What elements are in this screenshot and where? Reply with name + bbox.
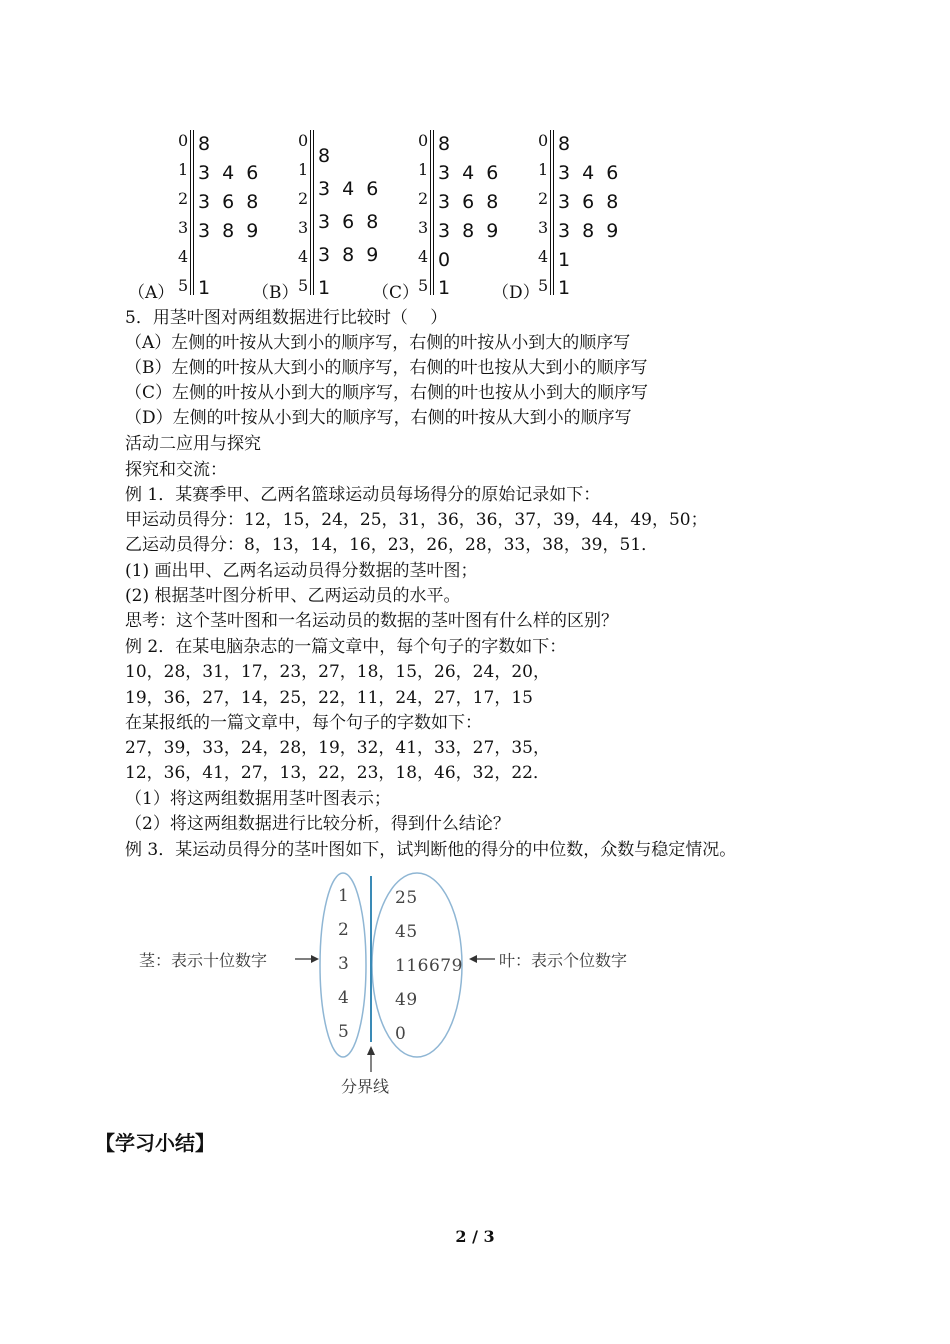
leaf-value: 3 6 8 <box>198 191 262 213</box>
stem-value: 4 <box>178 247 189 266</box>
leaf-arrow-head <box>469 955 477 963</box>
stem-value: 4 <box>538 247 549 266</box>
stem-caption: 茎：表示十位数字 <box>139 951 268 970</box>
stem-value: 0 <box>538 131 549 150</box>
stem-value: 0 <box>418 131 429 150</box>
stem-value: 5 <box>418 276 429 295</box>
stem-value: 5 <box>538 276 549 295</box>
figure-stem: 1 <box>338 886 349 906</box>
stem-divider <box>313 130 314 295</box>
leaf-value: 3 8 9 <box>198 220 262 242</box>
leaf-value: 8 <box>438 133 454 155</box>
stem-divider <box>553 130 554 295</box>
leaf-value: 3 4 6 <box>198 162 262 184</box>
option-d-label: （D） <box>492 283 540 303</box>
figure-stem: 4 <box>338 988 349 1008</box>
choice-c: （C）左侧的叶按从小到大的顺序写，右侧的叶也按从小到大的顺序写 <box>125 383 649 403</box>
example-2: 例 2．在某电脑杂志的一篇文章中，每个句子的字数如下： <box>125 637 567 657</box>
figure-shapes <box>125 862 805 1102</box>
leaf-value: 3 6 8 <box>558 191 622 213</box>
stem-value: 2 <box>178 189 189 208</box>
example-1-task-2: (2) 根据茎叶图分析甲、乙两运动员的水平。 <box>125 586 461 606</box>
leaf-value: 8 <box>318 145 334 167</box>
example-2-data-1a: 10，28，31，17，23，27，18，15，26，24，20， <box>125 662 550 682</box>
figure-stem: 2 <box>338 920 349 940</box>
leaf-value: 0 <box>438 249 454 271</box>
leaf-value: 3 4 6 <box>558 162 622 184</box>
option-a-label: （A） <box>128 283 175 303</box>
stem-value: 3 <box>538 218 549 237</box>
leaf-value: 3 8 9 <box>318 244 382 266</box>
figure-stem: 3 <box>338 954 349 974</box>
leaf-value: 8 <box>198 133 214 155</box>
stem-divider <box>550 130 551 295</box>
divider-caption: 分界线 <box>341 1077 390 1096</box>
example-2-data-2b: 12，36，41，27，13，22，23，18，46，32，22． <box>125 763 550 783</box>
example-2-task-1: （1）将这两组数据用茎叶图表示； <box>125 789 391 809</box>
stem-value: 1 <box>418 160 429 179</box>
stem-value: 4 <box>298 247 309 266</box>
option-b-diagram <box>298 128 408 300</box>
figure-leaf: 25 <box>395 888 418 908</box>
stem-divider <box>430 130 431 295</box>
option-d-diagram <box>538 128 648 300</box>
summary-heading: 【学习小结】 <box>95 1131 215 1155</box>
figure-stem: 5 <box>338 1022 349 1042</box>
example-1: 例 1．某赛季甲、乙两名篮球运动员每场得分的原始记录如下： <box>125 485 601 505</box>
stem-value: 0 <box>178 131 189 150</box>
figure-leaf: 49 <box>395 990 418 1010</box>
option-c-label: （C） <box>372 283 420 303</box>
choice-a: （A）左侧的叶按从大到小的顺序写，右侧的叶按从小到大的顺序写 <box>125 333 631 353</box>
figure-leaf: 116679 <box>395 956 463 976</box>
page-number: 2 / 3 <box>455 1227 495 1246</box>
leaf-value: 1 <box>558 277 574 299</box>
stem-arrow-head <box>311 955 319 963</box>
leaf-value: 1 <box>198 277 214 299</box>
stem-leaf-figure <box>125 862 805 1102</box>
leaf-value: 3 8 9 <box>438 220 502 242</box>
choice-d: （D）左侧的叶按从小到大的顺序写，右侧的叶按从大到小的顺序写 <box>125 408 632 428</box>
leaf-value: 1 <box>318 277 334 299</box>
stem-divider <box>190 130 191 295</box>
stem-value: 2 <box>538 189 549 208</box>
divider-arrow-head <box>367 1046 375 1055</box>
stem-value: 4 <box>418 247 429 266</box>
option-a-diagram <box>178 128 288 300</box>
activity-heading: 活动二应用与探究 <box>125 434 261 454</box>
stem-value: 5 <box>298 276 309 295</box>
stem-value: 5 <box>178 276 189 295</box>
example-2-data-2a: 27，39，33，24，28，19，32，41，33，27，35， <box>125 738 550 758</box>
leaf-caption: 叶：表示个位数字 <box>499 951 628 970</box>
question-5: 5．用茎叶图对两组数据进行比较时（ ） <box>125 308 448 328</box>
leaf-value: 8 <box>558 133 574 155</box>
stem-value: 1 <box>538 160 549 179</box>
stem-value: 1 <box>178 160 189 179</box>
thinking-question: 思考：这个茎叶图和一名运动员的数据的茎叶图有什么样的区别？ <box>125 611 618 631</box>
stem-value: 2 <box>418 189 429 208</box>
explore-heading: 探究和交流： <box>125 460 227 480</box>
leaf-value: 1 <box>558 249 574 271</box>
stem-value: 2 <box>298 189 309 208</box>
leaf-value: 3 4 6 <box>438 162 502 184</box>
stem-value: 1 <box>298 160 309 179</box>
stem-value: 3 <box>298 218 309 237</box>
example-1-data-a: 甲运动员得分：12，15，24，25，31，36，36，37，39，44，49，50； <box>125 510 708 530</box>
example-1-task-1: (1) 画出甲、乙两名运动员得分数据的茎叶图； <box>125 561 478 581</box>
stem-divider <box>310 130 311 295</box>
example-3: 例 3．某运动员得分的茎叶图如下，试判断他的得分的中位数，众数与稳定情况。 <box>125 840 737 860</box>
stem-divider <box>193 130 194 295</box>
stem-value: 3 <box>178 218 189 237</box>
stem-value: 0 <box>298 131 309 150</box>
example-2-second-intro: 在某报纸的一篇文章中，每个句子的字数如下： <box>125 713 482 733</box>
choice-b: （B）左侧的叶按从大到小的顺序写，右侧的叶也按从大到小的顺序写 <box>125 358 648 378</box>
example-2-data-1b: 19，36，27，14，25，22，11，24，27，17，15 <box>125 688 533 708</box>
figure-leaf: 45 <box>395 922 418 942</box>
leaf-value: 3 4 6 <box>318 178 382 200</box>
leaf-value: 3 6 8 <box>438 191 502 213</box>
example-2-task-2: （2）将这两组数据进行比较分析，得到什么结论？ <box>125 814 510 834</box>
example-1-data-b: 乙运动员得分：8，13，14，16，23，26，28，33，38，39，51． <box>125 535 659 555</box>
option-c-diagram <box>418 128 528 300</box>
stem-divider <box>433 130 434 295</box>
stem-value: 3 <box>418 218 429 237</box>
leaf-value: 3 8 9 <box>558 220 622 242</box>
leaf-value: 1 <box>438 277 454 299</box>
option-b-label: （B） <box>252 283 299 303</box>
leaf-value: 3 6 8 <box>318 211 382 233</box>
figure-leaf: 0 <box>395 1024 407 1044</box>
